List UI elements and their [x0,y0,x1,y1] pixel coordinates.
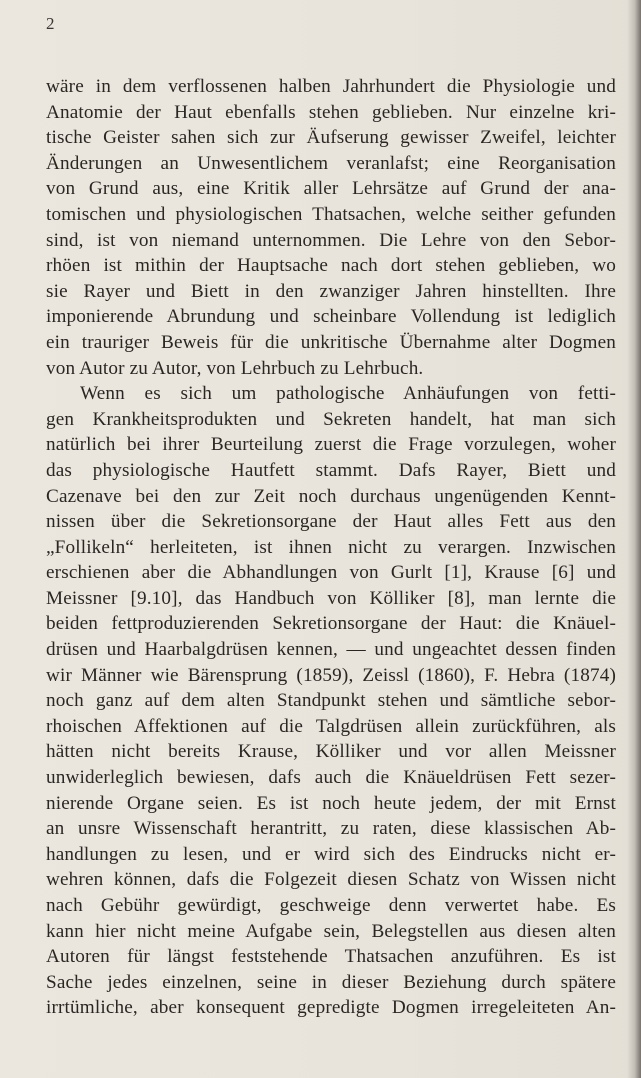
text-line: Autoren für längst feststehende Thatsachen anzuführen. Es ist [46,946,616,968]
text-line: rhöen ist mithin der Hauptsache nach dort stehen geblieben, wo [46,255,616,277]
body-text [46,74,616,1021]
text-line: sind, ist von niemand unternommen. Die Lehre von den Sebor- [46,229,616,251]
text-line: Sache jedes einzelnen, seine in dieser Beziehung durch spätere [46,971,616,993]
text-line: noch ganz auf dem alten Standpunkt stehen und sämtliche sebor- [46,690,616,712]
text-line: ein trauriger Beweis für die unkritische Übernahme alter Dogmen [46,331,616,353]
text-line: handlungen zu lesen, und er wird sich des Eindrucks nicht er- [46,843,616,865]
text-line: das physiologische Hautfett stammt. Dafs Rayer, Biett und [46,459,616,481]
text-line: hätten nicht bereits Krause, Kölliker und vor allen Meissner [46,741,616,763]
text-line: Anatomie der Haut ebenfalls stehen geblieben. Nur einzelne kri- [46,101,616,123]
text-line: wehren können, dafs die Folgezeit diesen Schatz von Wissen nicht [46,869,616,891]
text-line: von Grund aus, eine Kritik aller Lehrsätze auf Grund der ana- [46,178,616,200]
text-line: gen Krankheitsprodukten und Sekreten handelt, hat man sich [46,408,616,430]
text-line: natürlich bei ihrer Beurteilung zuerst die Frage vorzulegen, woher [46,434,616,456]
text-line: imponierende Abrundung und scheinbare Vollendung ist lediglich [46,306,616,328]
text-line: nierende Organe seien. Es ist noch heute jedem, der mit Ernst [46,792,616,814]
text-line: beiden fettproduzierenden Sekretionsorgane der Haut: die Knäuel- [46,613,616,635]
text-line: nach Gebühr gewürdigt, geschweige denn verwertet habe. Es [46,895,616,916]
text-line: irrtümliche, aber konsequent gepredigte Dogmen irregeleiteten An- [46,997,616,1019]
text-line: wir Männer wie Bärensprung (1859), Zeissl (1860), F. Hebra (1874) [46,664,616,686]
text-line: an unsre Wissenschaft herantritt, zu raten, diese klassischen Ab- [46,818,616,840]
page-edge-shadow [627,0,641,1078]
paragraph-start-line: Wenn es sich um pathologische Anhäufungen von fetti- [80,383,616,405]
text-line: sie Rayer und Biett in den zwanziger Jahren hinstellten. Ihre [46,280,616,302]
text-line: wäre in dem verflossenen halben Jahrhundert die Physiologie und [46,76,616,97]
paragraph-end-line: von Autor zu Autor, von Lehrbuch zu Lehrbuch. [46,357,424,379]
text-line: Meissner [9.10], das Handbuch von Kölliker [8], man lernte die [46,587,616,609]
text-line: kann hier nicht meine Aufgabe sein, Belegstellen aus diesen alten [46,920,616,942]
text-line: drüsen und Haarbalgdrüsen kennen, — und ungeachtet dessen finden [46,639,616,661]
text-line: Cazenave bei den zur Zeit noch durchaus ungenügenden Kennt- [46,485,616,507]
text-line: tomischen und physiologischen Thatsachen, welche seither gefunden [46,203,616,225]
text-line: tische Geister sahen sich zur Äufserung gewisser Zweifel, leichter [46,127,616,149]
text-line: „Follikeln“ herleiteten, ist ihnen nicht zu verargen. Inzwischen [46,536,616,558]
text-line: nissen über die Sekretionsorgane der Haut alles Fett aus den [46,511,616,533]
text-line: erschienen aber die Abhandlungen von Gurlt [1], Krause [6] und [46,562,616,584]
page-number: 2 [46,14,55,33]
text-line: unwiderleglich bewiesen, dafs auch die Knäueldrüsen Fett sezer- [46,767,616,789]
text-line: rhoischen Affektionen auf die Talgdrüsen allein zurückführen, als [46,715,616,737]
text-line: Änderungen an Unwesentlichem veranlafst; eine Reorganisation [46,152,616,174]
